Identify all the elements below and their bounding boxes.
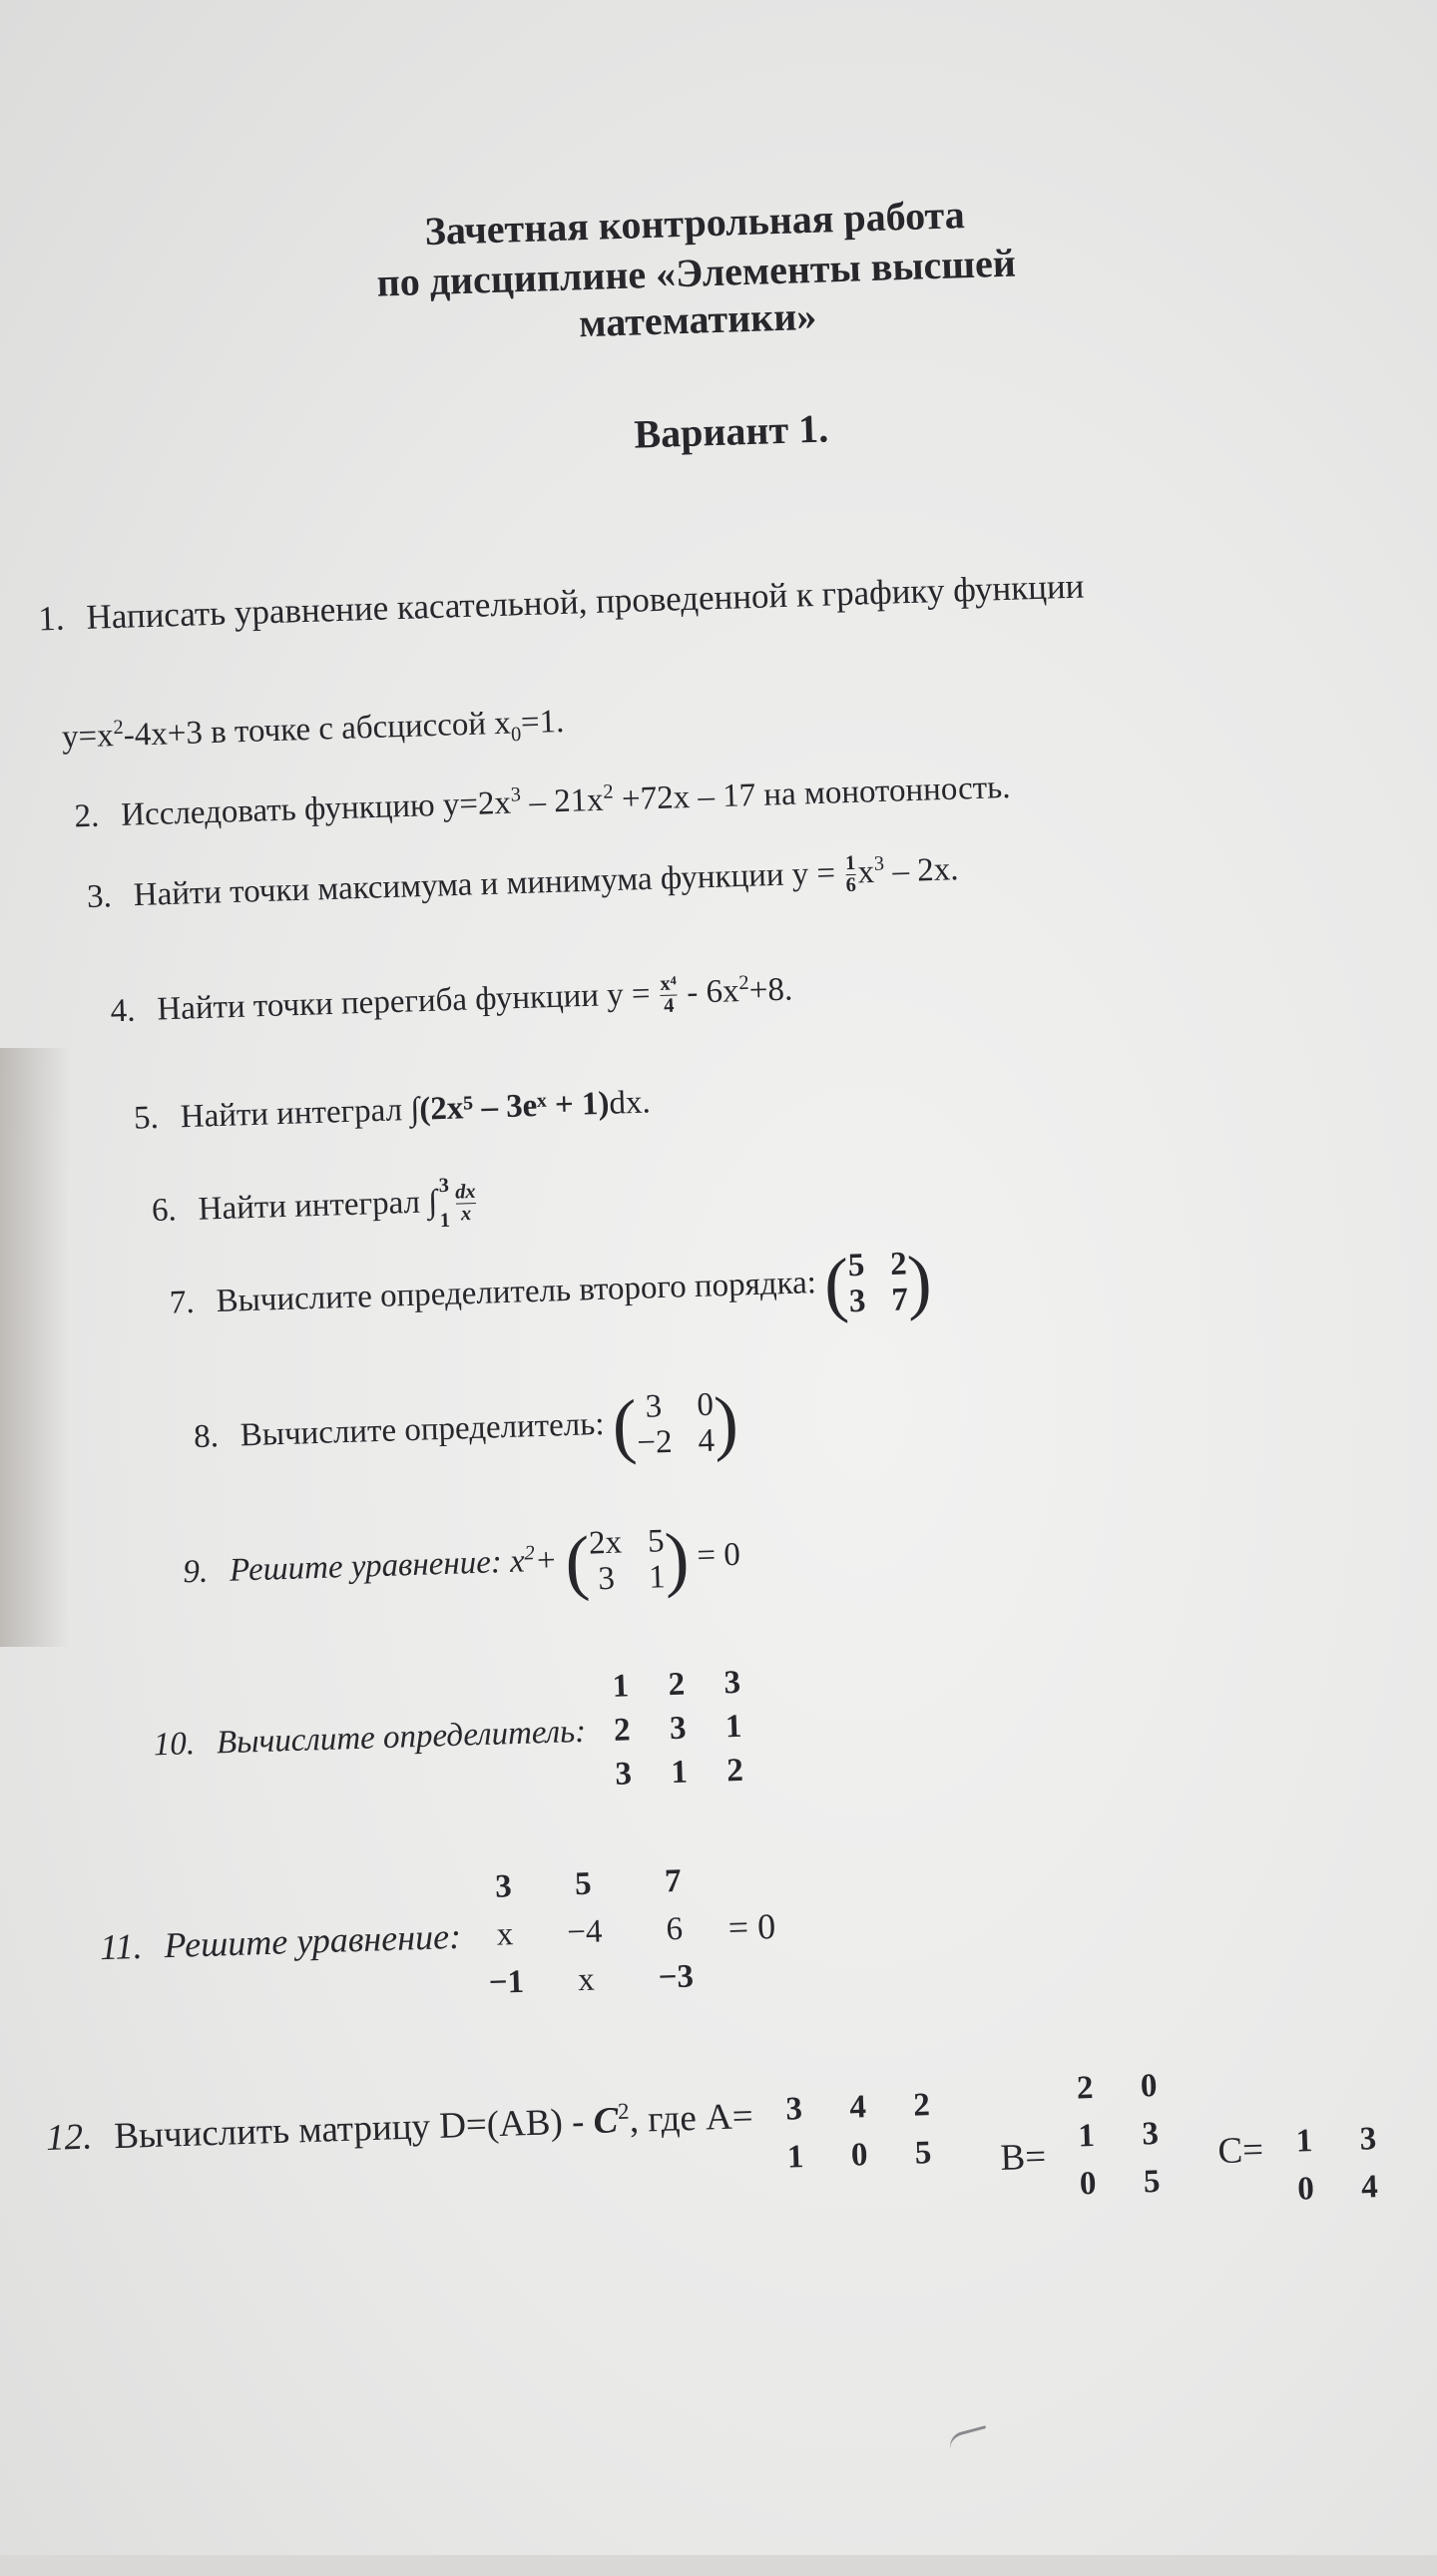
matrix-cell: 0 xyxy=(850,2137,868,2174)
task-text: Найти точки перегиба функции y = xyxy=(156,975,660,1028)
task-1-formula xyxy=(61,703,565,761)
equation-rhs: = 0 xyxy=(727,1905,776,1948)
exponent: 3 xyxy=(873,852,885,875)
matrix-cells xyxy=(847,1247,908,1320)
matrix-cell: −2 xyxy=(636,1424,674,1462)
fraction xyxy=(455,1181,477,1226)
task-text: Найти интеграл ∫ xyxy=(198,1184,438,1228)
exponent: 2 xyxy=(737,971,749,995)
matrix-cell: 2 xyxy=(889,1246,908,1284)
matrix-cell: 5 xyxy=(847,1248,865,1285)
matrix-symbol: C xyxy=(592,2100,619,2143)
matrix-a xyxy=(761,2080,956,2182)
matrix-cell: 1 xyxy=(648,1559,667,1596)
formula-part: y=x xyxy=(61,718,115,756)
matrix-cell: 6 xyxy=(666,1910,684,1948)
task-text: Найти точки максимума и минимума функции y = xyxy=(133,854,844,914)
task-7 xyxy=(169,1240,933,1342)
matrix-cell: x xyxy=(496,1916,514,1953)
matrix-2x2: ( 5 2 3 7 ) xyxy=(822,1240,933,1325)
task-text: +8. xyxy=(748,971,793,1009)
exponent: 2 xyxy=(113,716,124,740)
matrix-cell: 1 xyxy=(786,2139,804,2176)
fraction-numerator: 1 xyxy=(844,851,856,875)
equation-rhs: = 0 xyxy=(696,1536,741,1575)
task-number: 9. xyxy=(182,1553,209,1591)
matrix-cell: 4 xyxy=(1360,2169,1379,2206)
matrix-c-label: C= xyxy=(1216,2129,1264,2173)
title-line-1: Зачетная контрольная работа xyxy=(423,192,966,255)
task-9 xyxy=(182,1517,741,1611)
fraction-denominator: x xyxy=(460,1203,472,1226)
exponent: 2 xyxy=(524,1542,535,1565)
task-text: – 21x xyxy=(520,781,605,821)
matrix-cell: −4 xyxy=(566,1913,603,1951)
matrix-cell: 4 xyxy=(848,2089,867,2126)
exponent: 2 xyxy=(603,780,614,803)
matrix-2x2: ( 3 0 −2 4 ) xyxy=(611,1380,739,1466)
matrix-cell: 5 xyxy=(914,2135,932,2172)
matrix-b xyxy=(1052,2061,1184,2209)
task-number: 5. xyxy=(133,1099,160,1137)
matrix-cell: 3 xyxy=(614,1756,633,1793)
task-2 xyxy=(74,769,1011,835)
task-number: 3. xyxy=(86,877,113,915)
task-text: + xyxy=(534,1542,558,1580)
formula-part: -4x+3 в точке с абсциссой x xyxy=(123,705,512,754)
fraction-numerator: x⁴ xyxy=(660,972,678,996)
matrix-cell: 5 xyxy=(647,1523,666,1561)
matrix-cell: 0 xyxy=(1140,2067,1158,2105)
variant-heading: Вариант 1. xyxy=(633,405,829,457)
task-6 xyxy=(151,1175,479,1242)
fraction-numerator: dx xyxy=(454,1180,476,1204)
task-text: – 2x. xyxy=(883,851,960,890)
task-3 xyxy=(86,850,959,921)
task-4 xyxy=(110,970,793,1035)
task-number: 1. xyxy=(37,598,66,639)
matrix-cell: 0 xyxy=(1079,2165,1098,2203)
task-number: 8. xyxy=(193,1418,220,1455)
subscript: 0 xyxy=(510,723,522,747)
exponent: 2 xyxy=(617,2098,630,2124)
task-1 xyxy=(38,567,1085,640)
task-5 xyxy=(134,1084,652,1137)
matrix-b-label: B= xyxy=(999,2136,1047,2179)
matrix-2x2: ( 2x 5 3 1 ) xyxy=(564,1517,691,1603)
matrix-cell: 5 xyxy=(574,1865,593,1903)
title-line-2: по дисциплине «Элементы высшей математики» xyxy=(375,240,1017,346)
matrix-cells xyxy=(636,1387,716,1461)
matrix-cell: 5 xyxy=(1143,2163,1161,2201)
matrix-cell: −1 xyxy=(488,1963,525,2001)
matrix-cell: 2 xyxy=(668,1666,686,1704)
task-12 xyxy=(45,2054,1402,2253)
task-number: 2. xyxy=(73,797,100,835)
matrix-cell: 3 xyxy=(1359,2121,1377,2158)
matrix-cell: 2 xyxy=(912,2087,931,2124)
task-text: dx. xyxy=(608,1084,652,1122)
matrix-cell: 2 xyxy=(1076,2069,1094,2107)
matrix-cell: 3 xyxy=(494,1868,513,1905)
fraction-denominator: 4 xyxy=(663,995,675,1018)
task-10 xyxy=(152,1660,764,1810)
matrix-3x3 xyxy=(468,1856,721,2008)
upper-limit: 3 xyxy=(438,1174,450,1198)
task-text: , где A= xyxy=(629,2096,754,2141)
matrix-c xyxy=(1271,2114,1402,2214)
task-number: 10. xyxy=(153,1725,196,1763)
task-8 xyxy=(193,1380,739,1476)
task-number: 12. xyxy=(45,2116,94,2159)
matrix-cell: 0 xyxy=(696,1386,715,1424)
matrix-cell: −3 xyxy=(658,1958,695,1996)
task-number: 6. xyxy=(151,1192,178,1230)
matrix-cell: 7 xyxy=(890,1282,909,1319)
task-text: - 6x xyxy=(678,973,740,1012)
task-text: Написать уравнение касательной, проведенной к графику функции xyxy=(85,566,1085,637)
task-text: Решите уравнение: xyxy=(163,1915,462,1966)
matrix-cell: 2x xyxy=(588,1524,623,1562)
matrix-cell: 3 xyxy=(1141,2115,1160,2153)
matrix-cell: 7 xyxy=(664,1862,683,1900)
matrix-cell: 3 xyxy=(848,1284,866,1320)
matrix-cell: x xyxy=(577,1961,596,1999)
matrix-cell: 3 xyxy=(784,2091,803,2128)
task-number: 11. xyxy=(99,1925,144,1968)
task-text: Вычислите определитель: xyxy=(216,1713,587,1761)
matrix-cell: 4 xyxy=(698,1422,716,1460)
matrix-3x3 xyxy=(592,1660,763,1797)
task-text: Решите уравнение: x xyxy=(229,1543,526,1589)
exponent: 3 xyxy=(510,783,522,806)
task-text: Вычислить матрицу D=(AB) - xyxy=(113,2101,595,2158)
matrix-cell: 1 xyxy=(724,1708,743,1746)
task-text: Вычислите определитель: xyxy=(240,1405,605,1454)
fraction xyxy=(660,974,678,1018)
task-text: x xyxy=(856,853,875,891)
task-11 xyxy=(98,1854,777,2019)
task-text: Исследовать функцию y=2x xyxy=(120,784,512,833)
matrix-cell: 3 xyxy=(597,1561,616,1598)
matrix-cell: 3 xyxy=(723,1664,741,1702)
fraction xyxy=(845,853,857,897)
task-text: Вычислите определитель второго порядка: xyxy=(216,1265,817,1320)
matrix-cell: 1 xyxy=(1077,2117,1096,2155)
matrix-cell: 1 xyxy=(612,1668,630,1705)
matrix-cells xyxy=(589,1524,667,1598)
matrix-cell: 2 xyxy=(725,1752,744,1790)
matrix-cell: 2 xyxy=(613,1712,632,1749)
matrix-cell: 1 xyxy=(670,1754,689,1792)
matrix-cell: 3 xyxy=(669,1710,688,1748)
task-text: Найти интеграл ∫ xyxy=(180,1091,420,1136)
matrix-cell: 3 xyxy=(645,1388,663,1426)
matrix-cell: 1 xyxy=(1295,2123,1313,2160)
integrand: (2x⁵ – 3eˣ + 1) xyxy=(418,1085,611,1128)
task-number: 4. xyxy=(110,992,136,1029)
fraction-denominator: 6 xyxy=(845,874,857,897)
task-text: +72x – 17 на монотонность. xyxy=(613,769,1011,818)
matrix-cell: 0 xyxy=(1296,2171,1315,2208)
task-number: 7. xyxy=(169,1284,196,1321)
lower-limit: 1 xyxy=(439,1210,451,1233)
integral-limits xyxy=(438,1176,450,1233)
formula-part: =1. xyxy=(520,703,565,742)
